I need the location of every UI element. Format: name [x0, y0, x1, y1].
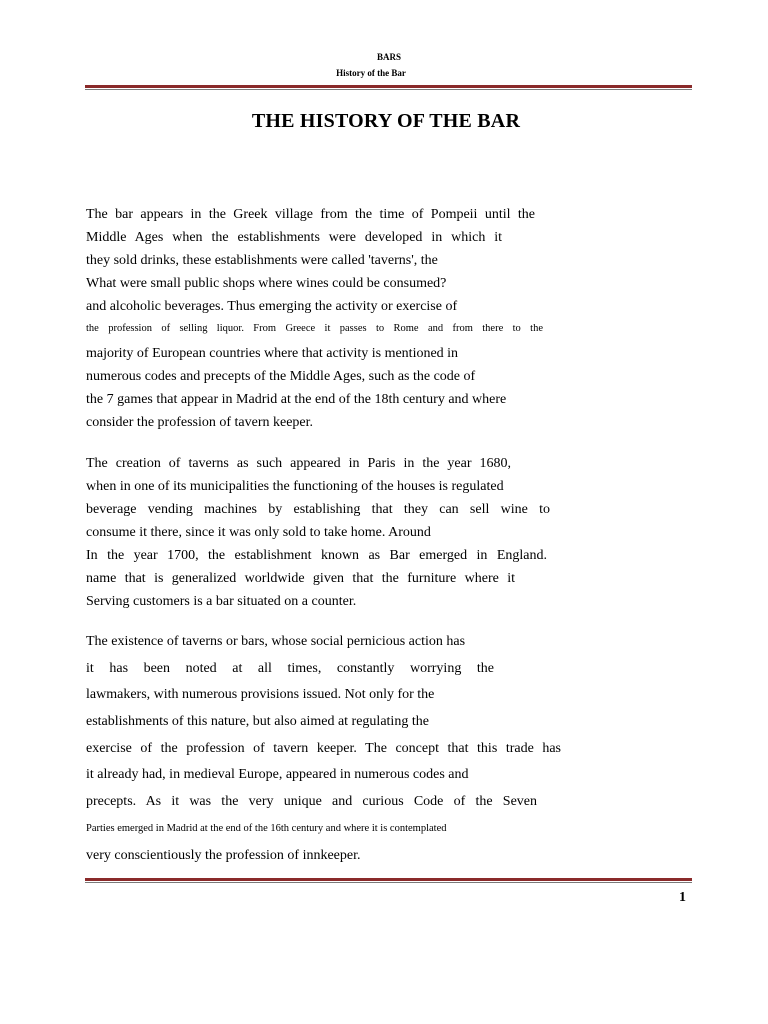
text-line: beverage vending machines by establishing that they can sell wine to [86, 502, 550, 517]
text-line: In the year 1700, the establishment known as Bar emerged in England. [86, 548, 547, 563]
text-line: numerous codes and precepts of the Middle Ages, such as the code of [86, 369, 476, 384]
text-line: consider the profession of tavern keeper. [86, 415, 314, 430]
running-header-subtitle: History of the Bar [336, 68, 406, 78]
text-line: when in one of its municipalities the functioning of the houses is regulated [86, 479, 504, 494]
text-line: The existence of taverns or bars, whose social pernicious action has [86, 634, 466, 649]
text-line: the profession of selling liquor. From Greece it passes to Rome and from there to the [86, 323, 543, 334]
text-line: Middle Ages when the establishments were developed in which it [86, 230, 502, 245]
header-divider [85, 85, 692, 90]
text-line: and alcoholic beverages. Thus emerging the activity or exercise of [86, 299, 458, 314]
text-line: The creation of taverns as such appeared in Paris in the year 1680, [86, 456, 511, 471]
text-line: precepts. As it was the very unique and curious Code of the Seven [86, 794, 537, 809]
text-line: Serving customers is a bar situated on a counter. [86, 594, 357, 609]
text-line: it already had, in medieval Europe, appeared in numerous codes and [86, 767, 469, 782]
text-line: exercise of the profession of tavern keeper. The concept that this trade has [86, 741, 561, 756]
footer-divider [85, 878, 692, 883]
text-line: Parties emerged in Madrid at the end of the 16th century and where it is contemplated [86, 823, 447, 834]
text-line: name that is generalized worldwide given that the furniture where it [86, 571, 515, 586]
running-header-title: BARS [376, 52, 401, 62]
text-line: it has been noted at all times, constantly worrying the [86, 661, 494, 676]
text-line: The bar appears in the Greek village from the time of Pompeii until the [86, 207, 535, 222]
text-line: very conscientiously the profession of innkeeper. [86, 848, 361, 863]
page-number: 1 [679, 890, 686, 905]
text-line: lawmakers, with numerous provisions issued. Not only for the [86, 687, 435, 702]
text-line: What were small public shops where wines could be consumed? [86, 276, 447, 291]
text-line: consume it there, since it was only sold to take home. Around [86, 525, 431, 540]
text-line: the 7 games that appear in Madrid at the end of the 18th century and where [86, 392, 507, 407]
text-line: establishments of this nature, but also aimed at regulating the [86, 714, 429, 729]
document-title: THE HISTORY OF THE BAR [251, 110, 521, 132]
text-line: majority of European countries where that activity is mentioned in [86, 346, 459, 361]
text-line: they sold drinks, these establishments were called 'taverns', the [86, 253, 438, 268]
